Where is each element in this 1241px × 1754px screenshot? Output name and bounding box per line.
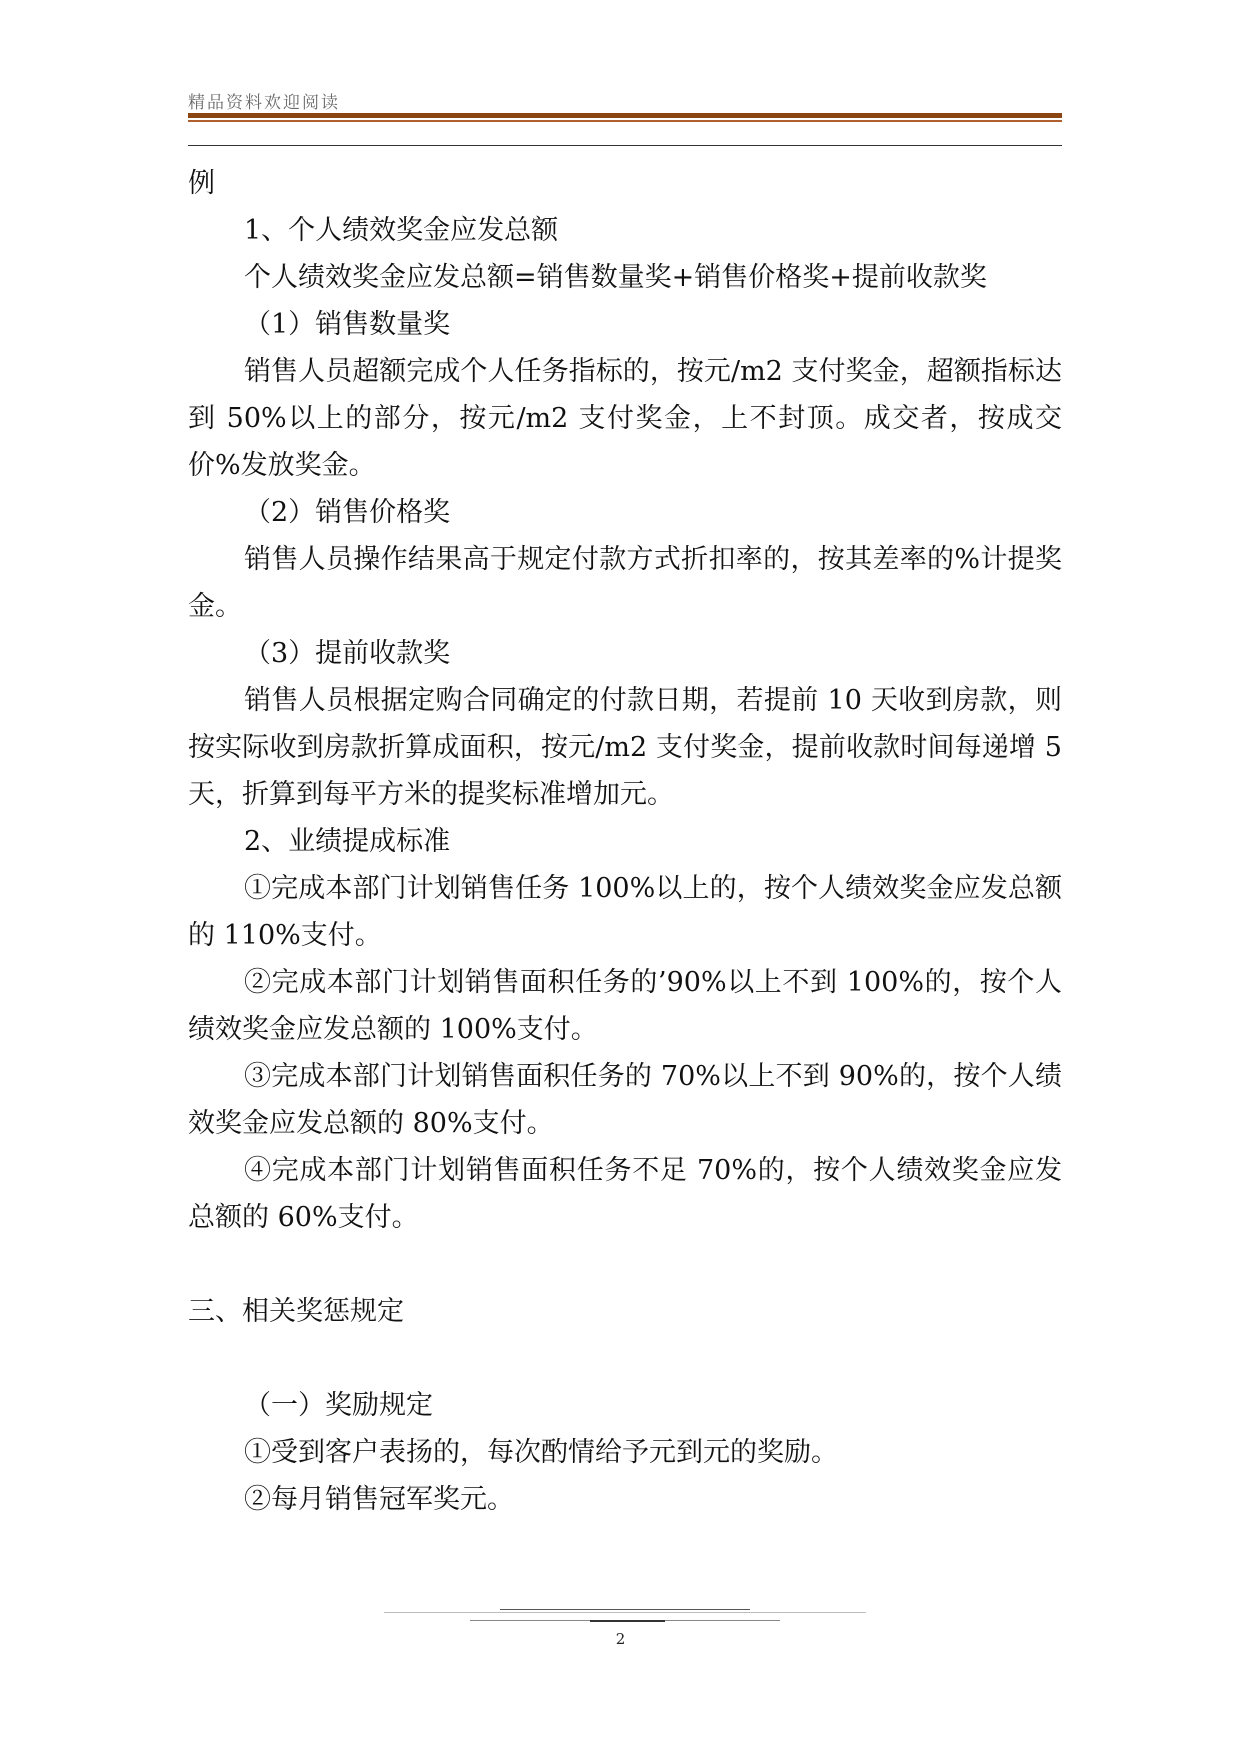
footer-rule	[500, 1609, 750, 1610]
paragraph: （1）销售数量奖	[244, 309, 451, 340]
paragraph: 销售人员操作结果高于规定付款方式折扣率的，按其差率的%计提奖金。	[188, 544, 1062, 622]
header-rule-thin	[188, 145, 1062, 146]
paragraph: （3）提前收款奖	[244, 638, 451, 669]
document-body	[188, 160, 1071, 1523]
page-number: 2	[615, 1630, 626, 1648]
paragraph: ③完成本部门计划销售面积任务的 70%以上不到 90%的，按个人绩效奖金应发总额的 80%支付。	[188, 1061, 1062, 1139]
reward-item: ②每月销售冠军奖元。	[244, 1484, 514, 1515]
paragraph: 2、业绩提成标准	[244, 826, 451, 857]
paragraph: 个人绩效奖金应发总额=销售数量奖+销售价格奖+提前收款奖	[244, 262, 987, 293]
header-rule-accent	[188, 120, 1062, 122]
paragraph: 1、个人绩效奖金应发总额	[244, 215, 559, 246]
header-rule-thick	[188, 113, 1062, 118]
paragraph: （2）销售价格奖	[244, 497, 451, 528]
reward-item: ①受到客户表扬的，每次酌情给予元到元的奖励。	[244, 1437, 838, 1468]
footer-rule	[384, 1612, 866, 1613]
paragraph: ④完成本部门计划销售面积任务不足 70%的，按个人绩效奖金应发总额的 60%支付。	[188, 1155, 1062, 1233]
spacer	[188, 1335, 1062, 1382]
paragraph: 销售人员超额完成个人任务指标的，按元/m2 支付奖金，超额指标达到 50%以上的部分，按元/m2 支付奖金，上不封顶。成交者，按成交价%发放奖金。	[188, 356, 1062, 481]
paragraph: ①完成本部门计划销售任务 100%以上的，按个人绩效奖金应发总额的 110%支付。	[188, 873, 1062, 951]
paragraph: ②完成本部门计划销售面积任务的’90%以上不到 100%的，按个人绩效奖金应发总额的 100%支付。	[188, 967, 1062, 1045]
section-heading: 三、相关奖惩规定	[188, 1296, 404, 1327]
footer-rule	[590, 1620, 665, 1622]
paragraph: 销售人员根据定购合同确定的付款日期，若提前 10 天收到房款，则按实际收到房款折算成面积，按元/m2 支付奖金，提前收款时间每递增 5 天，折算到每平方米的提奖标准增加元。	[188, 685, 1071, 810]
paragraph: 例	[188, 168, 215, 199]
subsection-heading: （一）奖励规定	[244, 1390, 433, 1421]
spacer	[188, 1241, 1062, 1288]
page-header-text: 精品资料欢迎阅读	[188, 93, 340, 113]
